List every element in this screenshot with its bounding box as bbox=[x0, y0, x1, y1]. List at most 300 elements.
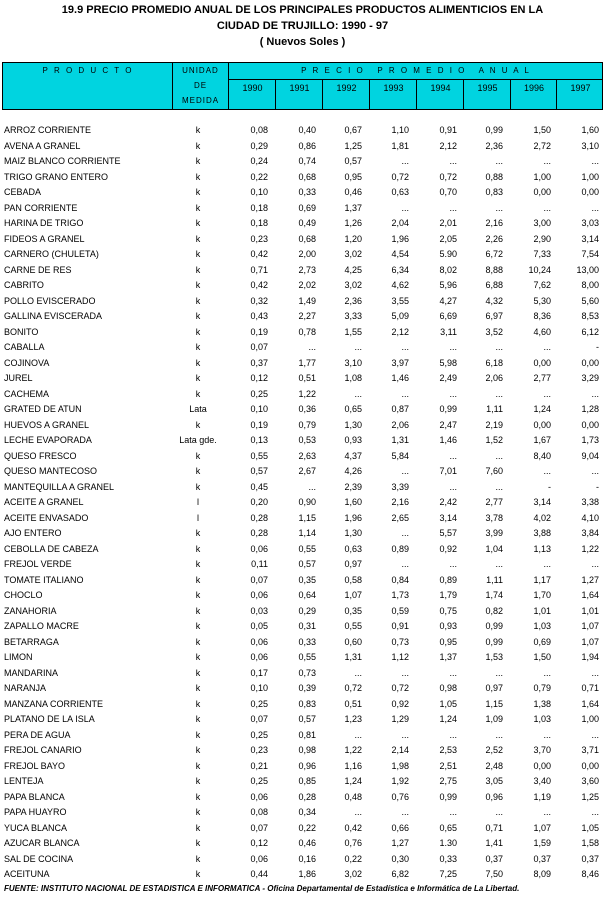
price-value: 0,22 bbox=[298, 822, 316, 833]
price-value: 0,98 bbox=[439, 683, 457, 693]
price-value: 0,72 bbox=[344, 683, 362, 693]
table-row bbox=[0, 635, 605, 651]
price-value: 0,39 bbox=[298, 683, 316, 693]
price-value: 0,53 bbox=[298, 435, 316, 445]
price-value: 1,46 bbox=[391, 373, 409, 383]
price-value: 2,39 bbox=[344, 481, 362, 492]
unit-of-measure: k bbox=[195, 419, 201, 430]
table-row bbox=[0, 495, 605, 511]
product-name: CHOCLO bbox=[4, 590, 43, 600]
price-value: 0,88 bbox=[485, 171, 503, 182]
price-value: 0,24 bbox=[250, 156, 268, 166]
price-value: 0,37 bbox=[485, 853, 503, 864]
price-value: 2,73 bbox=[298, 264, 316, 275]
table-row bbox=[0, 743, 605, 759]
unit-of-measure: k bbox=[195, 311, 201, 321]
price-value: 0,40 bbox=[298, 125, 316, 135]
price-value: 1,07 bbox=[581, 636, 599, 647]
product-name: JUREL bbox=[4, 373, 33, 383]
unit-of-measure: k bbox=[195, 791, 201, 802]
unit-of-measure: k bbox=[195, 295, 201, 306]
price-value: ... bbox=[591, 388, 599, 399]
price-value: ... bbox=[449, 388, 457, 399]
price-value: ... bbox=[543, 342, 551, 352]
price-value: 3,02 bbox=[344, 249, 362, 259]
unit-of-measure: k bbox=[195, 636, 201, 647]
price-value: 1,00 bbox=[581, 171, 599, 182]
price-value: 0,99 bbox=[439, 404, 457, 414]
price-value: 0,87 bbox=[391, 404, 409, 414]
product-name: PAPA HUAYRO bbox=[4, 807, 67, 817]
unit-of-measure: k bbox=[195, 621, 201, 631]
price-value: ... bbox=[543, 667, 551, 678]
price-value: 2,49 bbox=[439, 373, 457, 383]
price-value: 1,01 bbox=[581, 605, 599, 616]
price-value: 0,79 bbox=[298, 419, 316, 430]
price-value: 0,55 bbox=[298, 652, 316, 662]
price-value: 2,52 bbox=[485, 745, 503, 755]
price-value: 0,57 bbox=[344, 156, 362, 166]
price-value: 1,13 bbox=[533, 543, 551, 554]
unit-of-measure: k bbox=[195, 373, 201, 383]
price-value: 0,97 bbox=[344, 559, 362, 569]
price-value: 1,94 bbox=[581, 652, 599, 662]
price-value: 0,42 bbox=[250, 249, 268, 259]
price-value: 6,88 bbox=[485, 280, 503, 290]
price-value: 4,02 bbox=[533, 512, 551, 523]
header-precio-promedio: P R E C I O P R O M E D I O A N U A L bbox=[301, 66, 531, 75]
unit-of-measure: k bbox=[195, 171, 201, 182]
title-line-1: 19.9 PRECIO PROMEDIO ANUAL DE LOS PRINCIPALES PRODUCTOS ALIMENTICIOS EN LA bbox=[61, 4, 544, 16]
header-producto: P R O D U C T O bbox=[42, 66, 134, 75]
price-value: 2,01 bbox=[439, 218, 457, 228]
price-value: 0,48 bbox=[344, 791, 362, 802]
price-value: 2,16 bbox=[391, 497, 409, 507]
price-value: 3,03 bbox=[581, 218, 599, 228]
table-row bbox=[0, 836, 605, 852]
price-value: 3,10 bbox=[581, 140, 599, 151]
price-value: ... bbox=[591, 202, 599, 213]
price-value: 0,72 bbox=[391, 171, 409, 182]
title-line-3: ( Nuevos Soles ) bbox=[259, 36, 346, 48]
price-value: 3,29 bbox=[581, 373, 599, 383]
product-name: PAN CORRIENTE bbox=[4, 202, 78, 213]
price-value: 0,25 bbox=[250, 729, 268, 740]
price-value: 1,22 bbox=[581, 543, 599, 554]
product-name: COJINOVA bbox=[4, 357, 50, 368]
unit-of-measure: k bbox=[195, 342, 201, 352]
price-value: 10,24 bbox=[528, 264, 551, 275]
price-value: 3,38 bbox=[581, 497, 599, 507]
product-name: CARNE DE RES bbox=[4, 264, 72, 275]
price-value: 0,55 bbox=[298, 543, 316, 554]
price-value: 0,82 bbox=[485, 605, 503, 616]
price-value: ... bbox=[401, 528, 409, 538]
unit-of-measure: k bbox=[195, 450, 201, 461]
unit-of-measure: k bbox=[195, 853, 201, 864]
product-name: FREJOL VERDE bbox=[4, 559, 72, 569]
price-value: 0,07 bbox=[250, 574, 268, 585]
price-value: 6,12 bbox=[581, 326, 599, 337]
price-value: 1,92 bbox=[391, 776, 409, 786]
unit-of-measure: k bbox=[195, 745, 201, 755]
price-value: 2,00 bbox=[298, 249, 316, 259]
price-value: 5,30 bbox=[533, 295, 551, 306]
product-name: LIMON bbox=[4, 652, 33, 662]
price-value: 0,93 bbox=[344, 435, 362, 445]
product-name: ACEITUNA bbox=[4, 869, 50, 879]
price-value: 1,12 bbox=[391, 652, 409, 662]
price-value: 0,76 bbox=[391, 791, 409, 802]
price-value: 0,33 bbox=[439, 853, 457, 864]
price-value: 0,34 bbox=[298, 807, 316, 817]
price-value: 5,96 bbox=[439, 280, 457, 290]
product-name: LENTEJA bbox=[4, 776, 44, 786]
price-value: 3,88 bbox=[533, 528, 551, 538]
price-value: 0,73 bbox=[391, 636, 409, 647]
price-value: ... bbox=[401, 388, 409, 399]
product-name: LECHE EVAPORADA bbox=[4, 435, 92, 445]
price-value: 0,05 bbox=[250, 621, 268, 631]
price-value: 0,55 bbox=[344, 621, 362, 631]
product-name: CARNERO (CHULETA) bbox=[4, 249, 99, 259]
price-value: 7,33 bbox=[533, 249, 551, 259]
price-value: 1,60 bbox=[344, 497, 362, 507]
price-value: 0,71 bbox=[250, 264, 268, 275]
price-value: 1,00 bbox=[533, 171, 551, 182]
price-value: ... bbox=[401, 559, 409, 569]
unit-of-measure: k bbox=[195, 481, 201, 492]
price-value: 0,81 bbox=[298, 729, 316, 740]
header-year: 1994 bbox=[416, 80, 464, 110]
product-name: PLATANO DE LA ISLA bbox=[4, 714, 95, 724]
price-value: ... bbox=[354, 729, 362, 740]
price-value: 0,10 bbox=[250, 404, 268, 414]
table-row bbox=[0, 712, 605, 728]
price-value: 1,10 bbox=[391, 125, 409, 135]
table-row bbox=[0, 309, 605, 325]
product-name: AJO ENTERO bbox=[4, 528, 62, 538]
product-name: POLLO EVISCERADO bbox=[4, 295, 96, 306]
price-value: 0,00 bbox=[533, 357, 551, 368]
price-value: 0,59 bbox=[391, 605, 409, 616]
product-name: AVENA A GRANEL bbox=[4, 140, 81, 151]
price-value: 3,00 bbox=[533, 218, 551, 228]
price-value: 0,00 bbox=[533, 760, 551, 771]
price-value: 3,39 bbox=[391, 481, 409, 492]
table-row bbox=[0, 681, 605, 697]
price-value: ... bbox=[401, 156, 409, 166]
price-value: 0,07 bbox=[250, 822, 268, 833]
price-value: 0,33 bbox=[298, 187, 316, 197]
price-value: 2,77 bbox=[485, 497, 503, 507]
table-row bbox=[0, 418, 605, 434]
price-value: 1,24 bbox=[533, 404, 551, 414]
price-value: 3,33 bbox=[344, 311, 362, 321]
unit-of-measure: k bbox=[195, 838, 201, 848]
product-name: FREJOL BAYO bbox=[4, 760, 66, 771]
price-value: 1,73 bbox=[391, 590, 409, 600]
table-body bbox=[0, 123, 605, 883]
price-value: ... bbox=[543, 729, 551, 740]
price-value: ... bbox=[449, 342, 457, 352]
price-value: 0,71 bbox=[581, 683, 599, 693]
price-value: ... bbox=[543, 559, 551, 569]
price-value: 0,25 bbox=[250, 698, 268, 709]
table-row bbox=[0, 666, 605, 682]
price-value: 13,00 bbox=[576, 264, 599, 275]
price-value: 0,19 bbox=[250, 419, 268, 430]
price-value: 1,37 bbox=[439, 652, 457, 662]
price-value: ... bbox=[543, 807, 551, 817]
price-value: 8,09 bbox=[533, 869, 551, 879]
unit-of-measure: k bbox=[195, 667, 201, 678]
header-year: 1996 bbox=[510, 80, 557, 110]
price-value: ... bbox=[449, 450, 457, 461]
price-value: ... bbox=[449, 481, 457, 492]
price-value: 0,66 bbox=[391, 822, 409, 833]
table-row bbox=[0, 697, 605, 713]
price-value: 1,41 bbox=[485, 838, 503, 848]
price-value: 3,99 bbox=[485, 528, 503, 538]
price-value: 3,60 bbox=[581, 776, 599, 786]
price-value: 0,17 bbox=[250, 667, 268, 678]
price-value: 3,84 bbox=[581, 528, 599, 538]
price-value: 0,25 bbox=[250, 388, 268, 399]
price-value: 1,64 bbox=[581, 590, 599, 600]
price-value: 0,57 bbox=[250, 466, 268, 476]
table-row bbox=[0, 170, 605, 186]
product-name: CABRITO bbox=[4, 280, 44, 290]
unit-of-measure: k bbox=[195, 590, 201, 600]
table-row bbox=[0, 480, 605, 496]
unit-of-measure: k bbox=[195, 729, 201, 740]
table-row bbox=[0, 449, 605, 465]
price-value: 1,73 bbox=[581, 435, 599, 445]
price-value: 0,92 bbox=[439, 543, 457, 554]
price-value: 0,74 bbox=[298, 156, 316, 166]
price-value: 0,12 bbox=[250, 838, 268, 848]
table-row bbox=[0, 154, 605, 170]
price-value: 0,72 bbox=[391, 683, 409, 693]
price-value: 6,82 bbox=[391, 869, 409, 879]
price-value: 1,03 bbox=[533, 714, 551, 724]
header-de: DE bbox=[193, 81, 208, 90]
table-row bbox=[0, 790, 605, 806]
price-value: 1,28 bbox=[581, 404, 599, 414]
price-value: 2,48 bbox=[485, 760, 503, 771]
price-value: 2,14 bbox=[391, 745, 409, 755]
price-value: 2,42 bbox=[439, 497, 457, 507]
price-value: 1,22 bbox=[298, 388, 316, 399]
table-row bbox=[0, 294, 605, 310]
unit-of-measure: k bbox=[195, 264, 201, 275]
price-value: 1,59 bbox=[533, 838, 551, 848]
price-value: 2,47 bbox=[439, 419, 457, 430]
price-value: 2,06 bbox=[485, 373, 503, 383]
price-value: 0,49 bbox=[298, 218, 316, 228]
table-row bbox=[0, 821, 605, 837]
price-value: 1,50 bbox=[533, 652, 551, 662]
price-value: 1,64 bbox=[581, 698, 599, 709]
price-value: 1,86 bbox=[298, 869, 316, 879]
price-value: 0,46 bbox=[344, 187, 362, 197]
price-value: 1,26 bbox=[344, 218, 362, 228]
product-name: BETARRAGA bbox=[4, 636, 59, 647]
product-name: AZUCAR BLANCA bbox=[4, 838, 80, 848]
price-value: ... bbox=[449, 667, 457, 678]
price-value: 0,42 bbox=[250, 280, 268, 290]
price-value: 3,02 bbox=[344, 280, 362, 290]
unit-of-measure: k bbox=[195, 605, 201, 616]
product-name: CABALLA bbox=[4, 342, 45, 352]
unit-of-measure: k bbox=[195, 698, 201, 709]
price-value: 3,02 bbox=[344, 869, 362, 879]
price-value: 0,10 bbox=[250, 187, 268, 197]
price-value: 1,96 bbox=[391, 233, 409, 244]
header-year: 1990 bbox=[228, 80, 276, 110]
price-value: 1,07 bbox=[344, 590, 362, 600]
price-value: 1,81 bbox=[391, 140, 409, 151]
price-value: 0,28 bbox=[298, 791, 316, 802]
price-value: ... bbox=[354, 667, 362, 678]
product-name: FIDEOS A GRANEL bbox=[4, 233, 85, 244]
price-value: - bbox=[596, 342, 599, 352]
price-value: 1,67 bbox=[533, 435, 551, 445]
unit-of-measure: k bbox=[195, 714, 201, 724]
unit-of-measure: k bbox=[195, 125, 201, 135]
unit-of-measure: k bbox=[195, 326, 201, 337]
price-value: ... bbox=[495, 202, 503, 213]
price-value: 0,23 bbox=[250, 233, 268, 244]
price-value: 0,91 bbox=[391, 621, 409, 631]
price-value: 6,18 bbox=[485, 357, 503, 368]
price-value: 0,28 bbox=[250, 512, 268, 523]
price-value: 0,37 bbox=[581, 853, 599, 864]
price-value: ... bbox=[495, 156, 503, 166]
header-year: 1992 bbox=[322, 80, 370, 110]
table-row bbox=[0, 650, 605, 666]
price-value: 0,12 bbox=[250, 373, 268, 383]
price-value: 1,07 bbox=[533, 822, 551, 833]
table-row bbox=[0, 759, 605, 775]
unit-of-measure: k bbox=[195, 528, 201, 538]
price-value: 0,79 bbox=[533, 683, 551, 693]
product-name: ZAPALLO MACRE bbox=[4, 621, 79, 631]
price-value: 1,09 bbox=[485, 714, 503, 724]
price-value: 2,12 bbox=[391, 326, 409, 337]
unit-of-measure: k bbox=[195, 466, 201, 476]
price-value: 1,70 bbox=[533, 590, 551, 600]
price-value: 1,03 bbox=[533, 621, 551, 631]
price-value: 0,32 bbox=[250, 295, 268, 306]
price-value: ... bbox=[543, 388, 551, 399]
price-value: 2,02 bbox=[298, 280, 316, 290]
price-value: 0,70 bbox=[439, 187, 457, 197]
price-value: 3,14 bbox=[439, 512, 457, 523]
price-value: 5,09 bbox=[391, 311, 409, 321]
price-value: 0,98 bbox=[298, 745, 316, 755]
price-value: 0,95 bbox=[439, 636, 457, 647]
price-value: 0,06 bbox=[250, 590, 268, 600]
price-value: 0,91 bbox=[439, 125, 457, 135]
price-value: 0,65 bbox=[439, 822, 457, 833]
table-row bbox=[0, 371, 605, 387]
price-value: 0,31 bbox=[298, 621, 316, 631]
table-row bbox=[0, 511, 605, 527]
price-value: 0,99 bbox=[485, 636, 503, 647]
price-value: 1,55 bbox=[344, 326, 362, 337]
product-name: BONITO bbox=[4, 326, 39, 337]
price-value: 2,90 bbox=[533, 233, 551, 244]
price-value: 2,51 bbox=[439, 760, 457, 771]
product-name: HARINA DE TRIGO bbox=[4, 218, 84, 228]
price-value: 1,31 bbox=[344, 652, 362, 662]
table-row bbox=[0, 278, 605, 294]
price-value: 1,11 bbox=[486, 574, 503, 585]
price-value: 0,89 bbox=[439, 574, 457, 585]
price-value: 1,38 bbox=[533, 698, 551, 709]
price-value: 1,50 bbox=[533, 125, 551, 135]
header-year: 1993 bbox=[369, 80, 417, 110]
price-value: ... bbox=[543, 156, 551, 166]
table-row bbox=[0, 604, 605, 620]
unit-of-measure: k bbox=[195, 652, 201, 662]
product-name: PERA DE AGUA bbox=[4, 729, 71, 740]
price-value: 2,26 bbox=[485, 233, 503, 244]
price-value: 1,37 bbox=[344, 202, 362, 213]
price-value: 0,36 bbox=[298, 404, 316, 414]
product-name: CEBADA bbox=[4, 187, 42, 197]
price-value: 2,53 bbox=[439, 745, 457, 755]
price-value: 7,62 bbox=[533, 280, 551, 290]
price-value: 0,51 bbox=[344, 698, 362, 709]
price-value: 1,49 bbox=[298, 295, 316, 306]
price-value: ... bbox=[401, 667, 409, 678]
price-value: 2,36 bbox=[485, 140, 503, 151]
unit-of-measure: l bbox=[197, 497, 199, 507]
table-row bbox=[0, 402, 605, 418]
price-value: 0,11 bbox=[251, 559, 268, 569]
unit-of-measure: k bbox=[195, 280, 201, 290]
price-value: 6,34 bbox=[391, 264, 409, 275]
price-value: 0,20 bbox=[250, 497, 268, 507]
price-value: 0,78 bbox=[298, 326, 316, 337]
price-value: 1,31 bbox=[391, 435, 409, 445]
price-value: 5,60 bbox=[581, 295, 599, 306]
table-row bbox=[0, 201, 605, 217]
price-value: 2,16 bbox=[485, 218, 503, 228]
price-value: 0,65 bbox=[344, 404, 362, 414]
price-value: 1,96 bbox=[344, 512, 362, 523]
price-value: 5.90 bbox=[439, 249, 457, 259]
header-unidad: UNIDAD bbox=[182, 66, 219, 75]
price-value: 0,28 bbox=[250, 528, 268, 538]
price-value: 0,57 bbox=[298, 714, 316, 724]
price-value: 3,78 bbox=[485, 512, 503, 523]
price-value: 3,97 bbox=[391, 357, 409, 368]
table-header bbox=[2, 62, 603, 110]
table-row bbox=[0, 387, 605, 403]
product-name: CEBOLLA DE CABEZA bbox=[4, 543, 99, 554]
price-value: 2,75 bbox=[439, 776, 457, 786]
price-value: 1,24 bbox=[344, 776, 362, 786]
price-value: 1,14 bbox=[298, 528, 316, 538]
price-value: 1,23 bbox=[344, 714, 362, 724]
price-value: 0,30 bbox=[391, 853, 409, 864]
unit-of-measure: k bbox=[195, 776, 201, 786]
price-value: 0,00 bbox=[581, 760, 599, 771]
